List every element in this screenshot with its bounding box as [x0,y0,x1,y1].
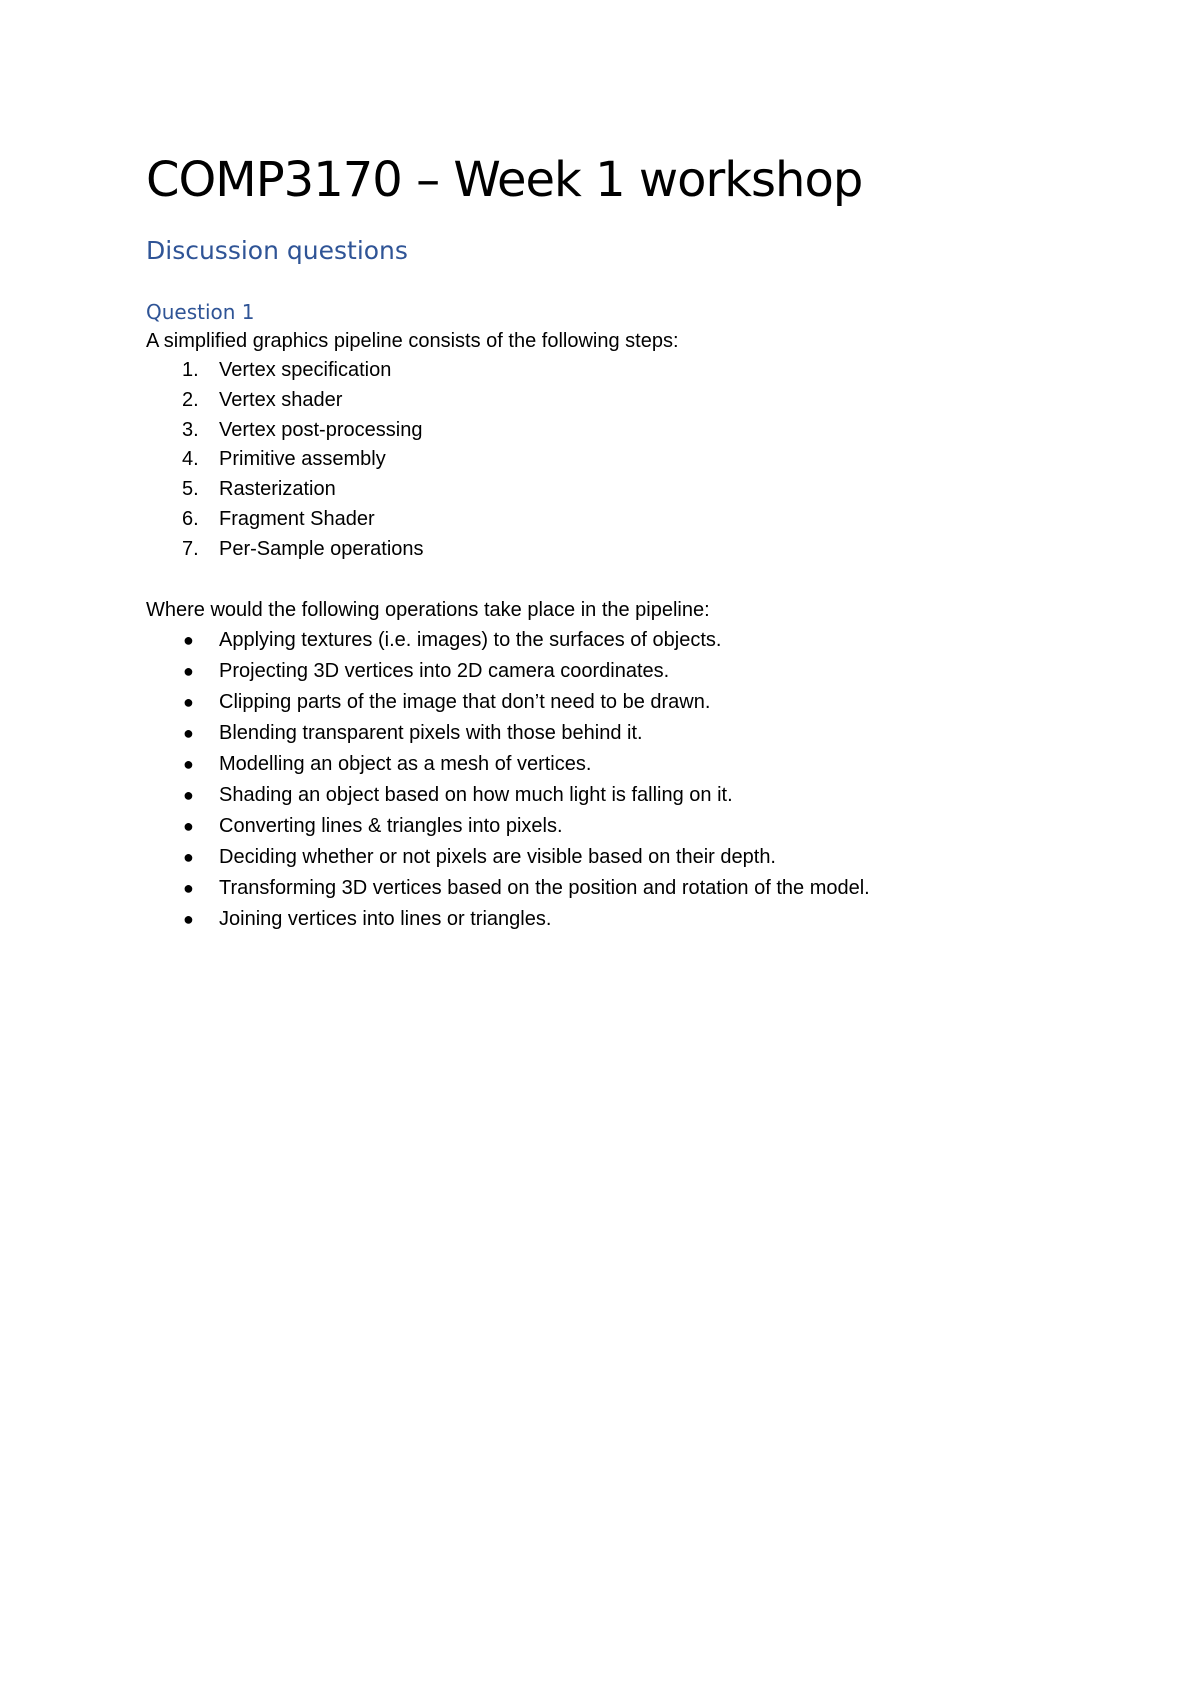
operation-item [146,718,1046,749]
step-number: 5. [182,478,199,501]
step-number: 7. [182,537,199,560]
pipeline-step [146,445,1046,475]
pipeline-step [146,416,1046,446]
step-number: 3. [182,418,199,441]
operation-text: Deciding whether or not pixels are visible based on their depth. [219,845,776,868]
step-text: Vertex shader [219,388,343,411]
bullet-icon: ● [183,846,194,867]
operation-text: Converting lines & triangles into pixels. [219,814,563,837]
bullet-icon: ● [183,691,194,712]
step-text: Vertex specification [219,359,392,381]
step-text: Rasterization [219,478,336,501]
bullet-icon: ● [183,784,194,805]
operation-item [146,842,1046,873]
operation-item [146,687,1046,718]
pipeline-step [146,535,1046,565]
operation-item [146,749,1046,780]
bullet-icon: ● [183,877,194,898]
operation-text: Modelling an object as a mesh of vertices. [219,752,592,775]
section-heading-discussion: Discussion questions [146,236,408,265]
document-content [146,148,1046,935]
bullet-icon: ● [183,629,194,650]
pipeline-step [146,475,1046,505]
pipeline-step [146,505,1046,535]
step-number: 6. [182,507,199,530]
pipeline-step [146,356,1046,386]
operations-prompt-text: Where would the following operations take place in the pipeline: [146,598,710,621]
step-text: Fragment Shader [219,507,375,530]
operation-item [146,780,1046,811]
bullet-icon: ● [183,753,194,774]
operation-item [146,873,1046,904]
step-number: 2. [182,388,199,411]
step-text: Per-Sample operations [219,537,424,560]
operation-text: Applying textures (i.e. images) to the surfaces of objects. [219,628,722,651]
step-text: Vertex post-processing [219,418,423,441]
operation-text: Clipping parts of the image that don’t need to be drawn. [219,690,711,713]
operation-item [146,625,1046,656]
pipeline-intro-text: A simplified graphics pipeline consists of the following steps: [146,330,679,352]
document-title: COMP3170 – Week 1 workshop [146,152,863,208]
operation-text: Transforming 3D vertices based on the position and rotation of the model. [219,876,870,899]
step-text: Primitive assembly [219,448,386,471]
bullet-icon: ● [183,660,194,681]
operation-item [146,904,1046,935]
step-number: 1. [182,359,199,381]
bullet-icon: ● [183,908,194,929]
question-heading: Question 1 [146,300,255,324]
operations-list [146,625,1046,935]
pipeline-steps-list [146,356,1046,565]
step-number: 4. [182,448,199,471]
operation-text: Blending transparent pixels with those behind it. [219,721,643,744]
bullet-icon: ● [183,815,194,836]
operation-item [146,656,1046,687]
bullet-icon: ● [183,722,194,743]
operation-text: Joining vertices into lines or triangles. [219,907,552,930]
operation-text: Projecting 3D vertices into 2D camera coordinates. [219,659,670,682]
pipeline-step [146,386,1046,416]
operation-item [146,811,1046,842]
operation-text: Shading an object based on how much light is falling on it. [219,783,733,806]
